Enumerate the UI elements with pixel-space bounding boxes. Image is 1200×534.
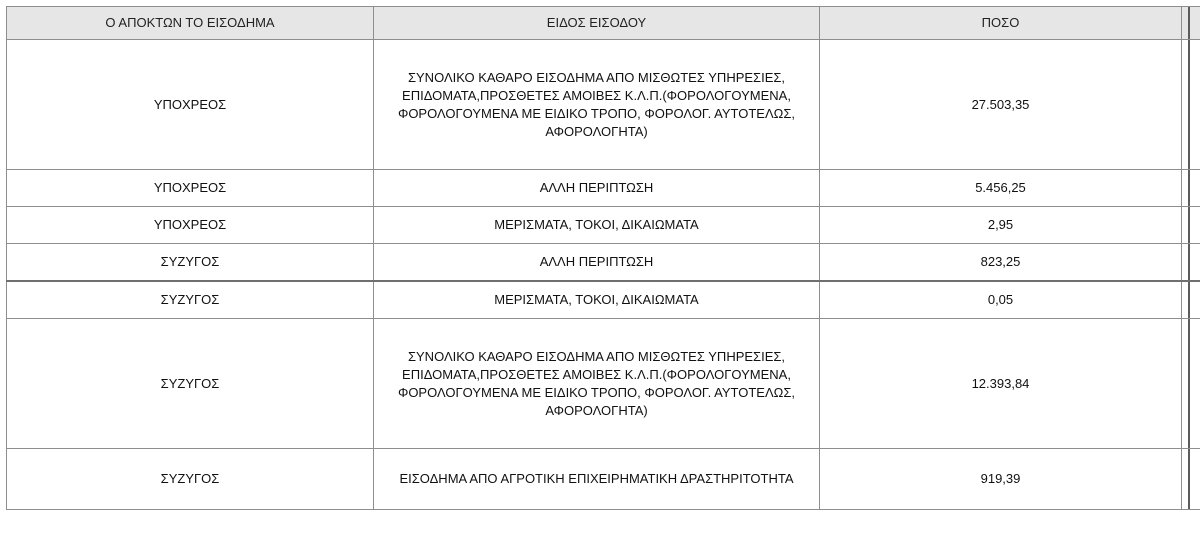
recipient-cell: ΣΥΖΥΓΟΣ (7, 319, 374, 449)
recipient-cell: ΣΥΖΥΓΟΣ (7, 244, 374, 282)
table-row (7, 40, 1200, 170)
table-row (7, 319, 1200, 449)
amount-cell: 5.456,25 (820, 170, 1182, 207)
table-row (7, 207, 1200, 244)
table-edge-divider (1188, 282, 1190, 318)
column-header-extra (1182, 7, 1200, 40)
amount-cell: 919,39 (820, 449, 1182, 510)
income-table (6, 6, 1200, 510)
extra-cell (1182, 40, 1200, 170)
recipient-cell: ΥΠΟΧΡΕΟΣ (7, 40, 374, 170)
amount-cell: 823,25 (820, 244, 1182, 282)
income-type-cell: ΜΕΡΙΣΜΑΤΑ, ΤΟΚΟΙ, ΔΙΚΑΙΩΜΑΤΑ (374, 281, 820, 319)
amount-cell: 2,95 (820, 207, 1182, 244)
income-type-cell: ΜΕΡΙΣΜΑΤΑ, ΤΟΚΟΙ, ΔΙΚΑΙΩΜΑΤΑ (374, 207, 820, 244)
extra-cell (1182, 449, 1200, 510)
extra-cell (1182, 207, 1200, 244)
recipient-cell: ΣΥΖΥΓΟΣ (7, 449, 374, 510)
recipient-cell: ΥΠΟΧΡΕΟΣ (7, 170, 374, 207)
extra-cell (1182, 319, 1200, 449)
income-type-cell: ΕΙΣΟΔΗΜΑ ΑΠΟ ΑΓΡΟΤΙΚΗ ΕΠΙΧΕΙΡΗΜΑΤΙΚΗ ΔΡΑΣΤΗΡΙΤΟΤΗΤΑ (374, 449, 820, 510)
amount-cell: 27.503,35 (820, 40, 1182, 170)
income-type-cell: ΣΥΝΟΛΙΚΟ ΚΑΘΑΡΟ ΕΙΣΟΔΗΜΑ ΑΠΟ ΜΙΣΘΩΤΕΣ ΥΠΗΡΕΣΙΕΣ, ΕΠΙΔΟΜΑΤΑ,ΠΡΟΣΘΕΤΕΣ ΑΜΟΙΒΕΣ Κ.Λ.Π.(ΦΟΡΟΛΟΓΟΥΜΕΝΑ, ΦΟΡΟΛΟΓΟΥΜΕΝΑ ΜΕ ΕΙΔΙΚΟ ΤΡΟΠΟ, ΦΟΡΟΛΟΓ. ΑΥΤΟΤΕΛΩΣ, ΑΦΟΡΟΛΟΓΗΤΑ) (374, 40, 820, 170)
extra-cell (1182, 244, 1200, 282)
table-edge-divider (1188, 319, 1190, 448)
table-row (7, 244, 1200, 282)
table-edge-divider (1188, 207, 1190, 243)
table-header-row (7, 7, 1200, 40)
income-type-cell: ΑΛΛΗ ΠΕΡΙΠΤΩΣΗ (374, 170, 820, 207)
extra-cell (1182, 281, 1200, 319)
recipient-cell: ΥΠΟΧΡΕΟΣ (7, 207, 374, 244)
table-edge-divider (1188, 40, 1190, 169)
amount-cell: 12.393,84 (820, 319, 1182, 449)
table-edge-divider (1188, 7, 1190, 39)
table-row (7, 170, 1200, 207)
income-type-cell: ΑΛΛΗ ΠΕΡΙΠΤΩΣΗ (374, 244, 820, 282)
column-header-income-type: ΕΙΔΟΣ ΕΙΣΟΔΟΥ (374, 7, 820, 40)
table-edge-divider (1188, 449, 1190, 509)
table-row (7, 281, 1200, 319)
income-type-cell: ΣΥΝΟΛΙΚΟ ΚΑΘΑΡΟ ΕΙΣΟΔΗΜΑ ΑΠΟ ΜΙΣΘΩΤΕΣ ΥΠΗΡΕΣΙΕΣ, ΕΠΙΔΟΜΑΤΑ,ΠΡΟΣΘΕΤΕΣ ΑΜΟΙΒΕΣ Κ.Λ.Π.(ΦΟΡΟΛΟΓΟΥΜΕΝΑ, ΦΟΡΟΛΟΓΟΥΜΕΝΑ ΜΕ ΕΙΔΙΚΟ ΤΡΟΠΟ, ΦΟΡΟΛΟΓ. ΑΥΤΟΤΕΛΩΣ, ΑΦΟΡΟΛΟΓΗΤΑ) (374, 319, 820, 449)
extra-cell (1182, 170, 1200, 207)
column-header-amount: ΠΟΣΟ (820, 7, 1182, 40)
recipient-cell: ΣΥΖΥΓΟΣ (7, 281, 374, 319)
table-edge-divider (1188, 244, 1190, 280)
column-header-recipient: Ο ΑΠΟΚΤΩΝ ΤΟ ΕΙΣΟΔΗΜΑ (7, 7, 374, 40)
amount-cell: 0,05 (820, 281, 1182, 319)
table-edge-divider (1188, 170, 1190, 206)
income-table-container (6, 6, 1200, 510)
table-row (7, 449, 1200, 510)
